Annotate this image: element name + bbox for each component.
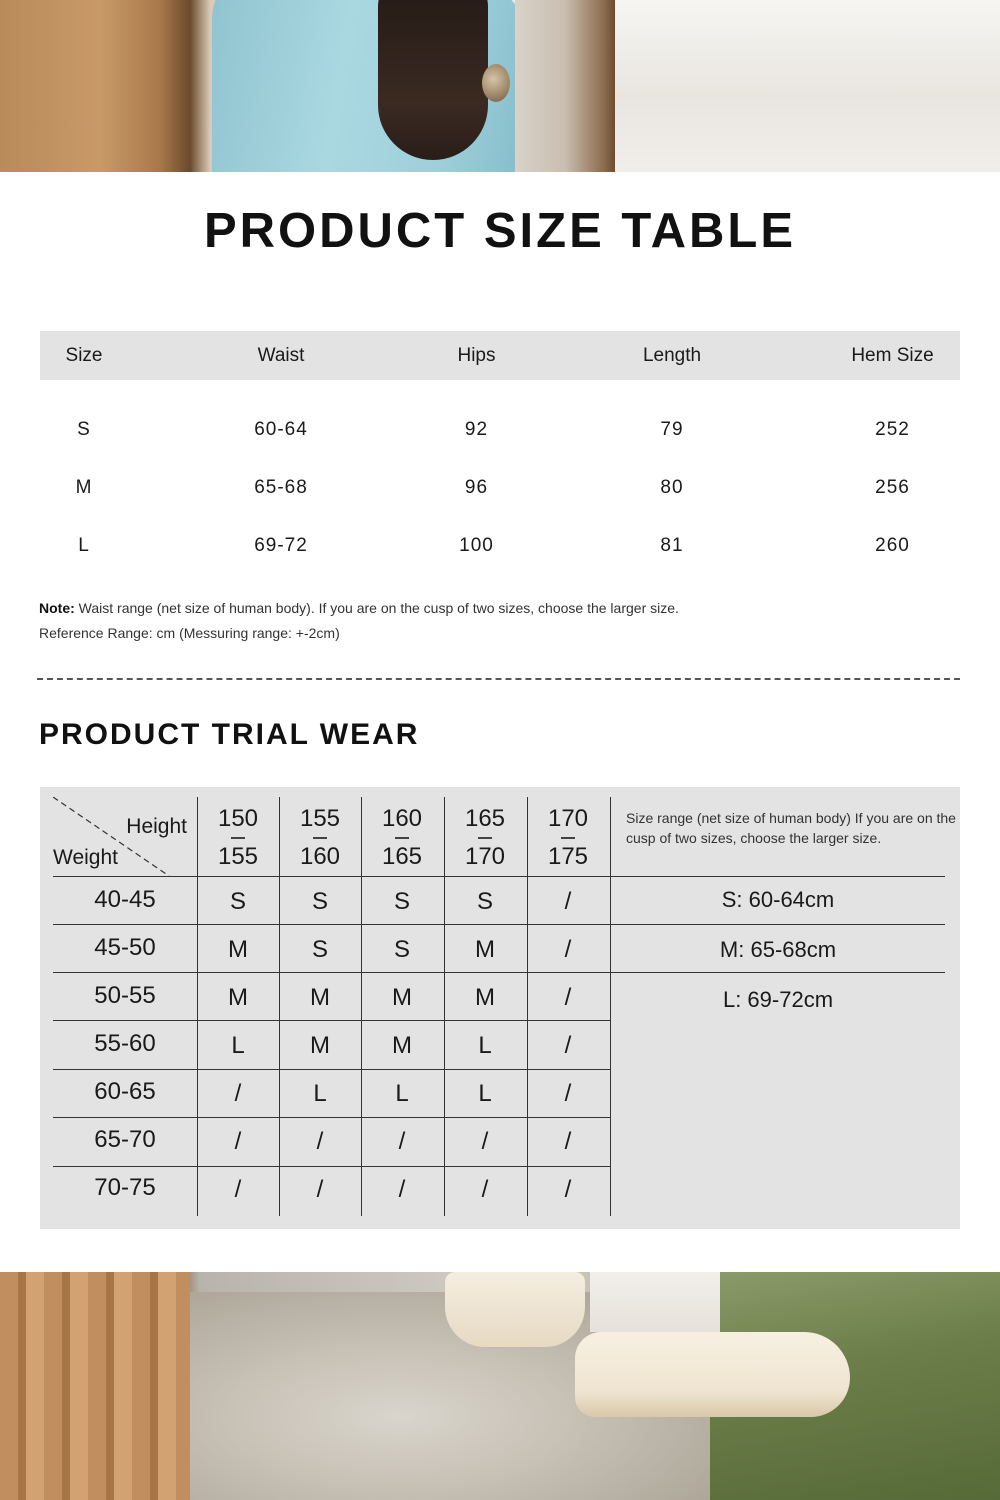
size-note [39,596,679,646]
height-col-170 [527,797,609,876]
size-cell: / [316,1128,324,1155]
range-separator [561,837,575,839]
size-cell: / [481,1128,489,1155]
size-cell: / [564,936,572,963]
size-range-l: L: 69-72cm [722,987,834,1012]
table-row [40,517,960,575]
header-waist: Waist [257,344,305,366]
size-cell: S [311,936,328,963]
cell-size: L [78,535,90,556]
size-cell: / [234,1128,242,1155]
height-max: 160 [299,843,341,870]
weight-axis-label: Weight [53,846,118,869]
cell-waist: 69-72 [254,535,308,556]
weight-label: 50-55 [94,982,156,1009]
cell-size: S [77,419,91,440]
size-cell: / [234,1080,242,1107]
weight-label: 70-75 [94,1174,156,1201]
size-cell: S [229,888,246,915]
cell-hem-size: 260 [875,535,910,556]
size-cell: S [476,888,493,915]
range-separator [313,837,327,839]
header-length: Length [642,344,702,366]
size-cell: M [228,984,248,1011]
size-cell: / [481,1176,489,1203]
height-col-155 [279,797,361,876]
weight-label: 55-60 [94,1030,156,1057]
size-cell: / [564,1176,572,1203]
height-min: 160 [381,805,423,832]
size-cell: / [564,1128,572,1155]
table-row [40,459,960,517]
sock-detail [590,1272,720,1332]
door-frame-detail [515,0,615,172]
size-cell: S [393,888,410,915]
height-min: 150 [217,805,259,832]
range-separator [231,837,245,839]
size-cell: M [392,1032,412,1059]
size-cell: S [393,936,410,963]
height-axis-label: Height [126,815,187,838]
wood-planks-detail [0,1272,190,1500]
table-row [40,401,960,459]
size-table-title: PRODUCT SIZE TABLE [203,204,797,258]
size-cell: / [316,1176,324,1203]
size-cell: L [231,1032,245,1059]
section-divider [37,678,960,680]
note-text: Waist range (net size of human body). If you are on the cusp of two sizes, choose the larger size. [74,600,679,616]
table-corner-cell [53,797,197,876]
size-cell: / [564,984,572,1011]
height-max: 175 [547,843,589,870]
size-cell: L [478,1032,492,1059]
height-min: 155 [299,805,341,832]
size-range-s: S: 60-64cm [721,887,835,912]
note-label: Note: [39,600,75,616]
cell-hips: 96 [464,477,489,498]
cardigan-button-detail [482,64,510,102]
hair-photo-detail [378,0,488,160]
size-table [40,331,960,575]
grid-line [53,924,945,925]
size-table-header [40,331,960,380]
size-range-note: Size range (net size of human body) If you are on the cusp of two sizes, choose the larger size. [626,810,956,846]
grid-line [53,972,945,973]
cell-waist: 65-68 [254,477,308,498]
header-hem-size: Hem Size [851,344,934,366]
weight-label: 40-45 [94,886,156,913]
cell-hem-size: 256 [875,477,910,498]
size-cell: M [475,936,495,963]
header-size: Size [65,344,103,366]
height-max: 170 [464,843,506,870]
shoe-detail [445,1272,585,1347]
cell-size: M [75,477,93,498]
height-max: 155 [217,843,259,870]
size-cell: M [475,984,495,1011]
size-cell: / [398,1176,406,1203]
cell-waist: 60-64 [254,419,308,440]
size-table-body [40,401,960,575]
weight-label: 60-65 [94,1078,156,1105]
size-range-m: M: 65-68cm [719,937,837,962]
size-cell: L [395,1080,409,1107]
range-separator [478,837,492,839]
size-cell: / [234,1176,242,1203]
height-col-160 [361,797,443,876]
size-cell: / [564,888,572,915]
top-product-photo [0,0,1000,172]
cell-length: 81 [660,535,684,556]
size-cell: M [392,984,412,1011]
bottom-product-photo [0,1272,1000,1500]
trial-wear-title: PRODUCT TRIAL WEAR [39,718,420,751]
cell-hem-size: 252 [875,419,910,440]
header-hips: Hips [457,344,496,366]
size-cell: / [564,1080,572,1107]
height-col-165 [444,797,526,876]
size-cell: M [310,984,330,1011]
mary-jane-shoe-detail [575,1332,850,1417]
background-wall-detail [615,0,1000,172]
size-cell: / [564,1032,572,1059]
size-cell: L [478,1080,492,1107]
height-min: 165 [464,805,506,832]
size-cell: / [398,1128,406,1155]
size-cell: S [311,888,328,915]
grid-line [53,876,945,877]
height-col-150 [197,797,279,876]
height-max: 165 [381,843,423,870]
cell-hips: 100 [459,535,494,556]
size-cell: M [310,1032,330,1059]
size-cell: L [313,1080,327,1107]
size-cell: M [228,936,248,963]
weight-label: 65-70 [94,1126,156,1153]
cell-length: 80 [660,477,684,498]
height-min: 170 [547,805,589,832]
weight-label: 45-50 [94,934,156,961]
cell-length: 79 [660,419,684,440]
reference-range: Reference Range: cm (Messuring range: +-2cm) [39,625,340,641]
range-separator [395,837,409,839]
cell-hips: 92 [464,419,489,440]
